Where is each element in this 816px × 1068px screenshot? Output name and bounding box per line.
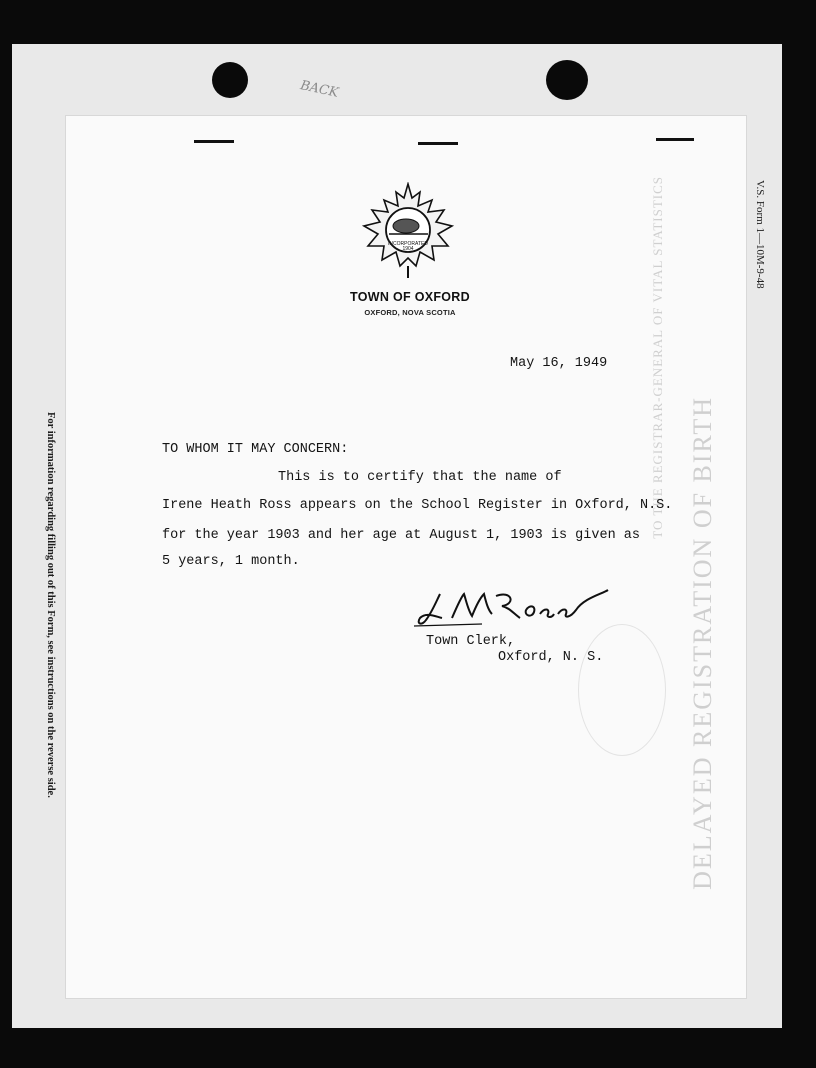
pencil-note: BACK: [298, 78, 340, 101]
town-crest-logo: [362, 182, 454, 280]
signer-title: Town Clerk,: [426, 634, 516, 649]
form-number: V.S. Form 1—10M-9-48: [754, 180, 766, 289]
body-line-3: for the year 1903 and her age at August 1, 1903 is given as: [162, 528, 640, 543]
town-location: OXFORD, NOVA SCOTIA: [364, 308, 456, 317]
bleed-through-subtitle: TO THE REGISTRAR-GENERAL OF VITAL STATISTICS: [650, 176, 665, 539]
body-line-1: This is to certify that the name of: [278, 470, 562, 485]
body-line-2: Irene Heath Ross appears on the School Register in Oxford, N.S.: [162, 498, 673, 513]
letter-date: May 16, 1949: [510, 356, 608, 371]
svg-text:1904: 1904: [402, 246, 414, 252]
punch-hole-right: [546, 60, 588, 100]
staple-mark: [418, 142, 458, 145]
bleed-through-title: DELAYED REGISTRATION OF BIRTH: [688, 396, 717, 890]
staple-mark: [656, 138, 694, 141]
body-line-4: 5 years, 1 month.: [162, 554, 300, 569]
svg-text:INCORPORATED: INCORPORATED: [388, 241, 428, 247]
staple-mark: [194, 140, 234, 143]
certificate-letter: [66, 116, 746, 998]
signer-place: Oxford, N. S.: [498, 650, 604, 665]
side-instruction: For information regarding filling out of this Form, see instructions on the reverse side.: [45, 412, 56, 798]
salutation: TO WHOM IT MAY CONCERN:: [162, 442, 349, 457]
town-name: TOWN OF OXFORD: [350, 290, 470, 304]
punch-hole-left: [212, 62, 248, 98]
embossed-seal: [578, 624, 666, 756]
signature: [412, 584, 612, 630]
